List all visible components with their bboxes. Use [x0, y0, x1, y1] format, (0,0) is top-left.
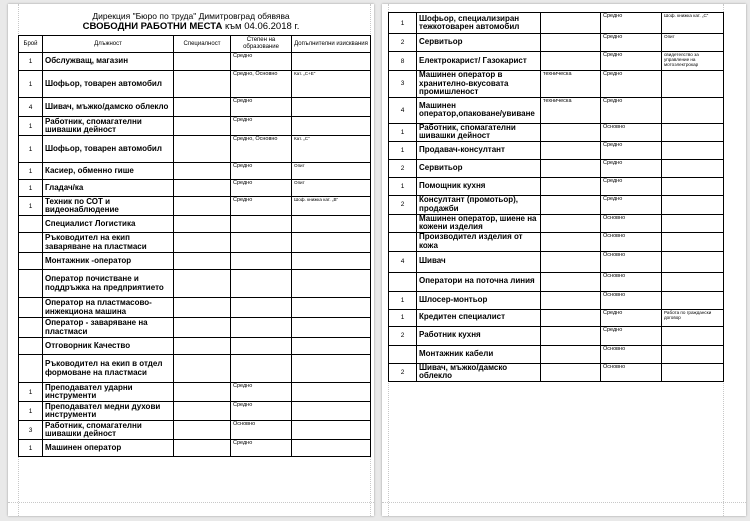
row-requirements-cell: Шоф. книжка кат. „В“	[292, 197, 371, 216]
table-row	[389, 309, 724, 326]
row-education-cell: Основно	[601, 251, 662, 272]
row-specialty-cell	[174, 270, 231, 298]
row-position-cell: Преподавател ударни инструменти	[43, 383, 174, 402]
row-count-cell: 1	[389, 123, 417, 141]
row-count-cell: 4	[389, 97, 417, 123]
row-position-cell: Ръководител на екип в отдел формоване на пластмаси	[43, 355, 174, 383]
row-education-cell: Средно	[601, 34, 662, 52]
row-count-cell	[19, 298, 43, 318]
table-row	[389, 141, 724, 159]
table-row	[19, 117, 371, 136]
row-count-cell	[19, 355, 43, 383]
row-education-cell: Средно	[601, 97, 662, 123]
table-row	[19, 53, 371, 71]
row-specialty-cell	[541, 309, 601, 326]
row-count-cell: 1	[389, 13, 417, 34]
row-specialty-cell	[174, 98, 231, 117]
row-specialty-cell	[541, 363, 601, 381]
row-education-cell: Средно	[231, 440, 292, 457]
table-row	[19, 383, 371, 402]
row-count-cell	[389, 345, 417, 363]
row-count-cell: 1	[19, 163, 43, 180]
row-requirements-cell	[292, 117, 371, 136]
row-requirements-cell	[292, 440, 371, 457]
row-education-cell: Основно	[601, 272, 662, 291]
row-position-cell: Производител изделия от кожа	[417, 232, 541, 251]
row-requirements-cell	[662, 251, 724, 272]
row-count-cell: 1	[19, 117, 43, 136]
row-specialty-cell	[541, 52, 601, 71]
row-education-cell: Средно	[231, 117, 292, 136]
row-specialty-cell	[174, 298, 231, 318]
row-requirements-cell	[662, 97, 724, 123]
table-row	[389, 272, 724, 291]
row-education-cell: Средно	[601, 13, 662, 34]
table-row	[19, 440, 371, 457]
row-position-cell: Работник, спомагателни шивашки дейност	[43, 117, 174, 136]
table-row	[19, 270, 371, 298]
row-education-cell: Средно	[601, 177, 662, 195]
row-requirements-cell: Кат. „С+Е“	[292, 71, 371, 98]
row-count-cell: 1	[19, 71, 43, 98]
row-education-cell	[231, 298, 292, 318]
table-row	[19, 338, 371, 355]
row-requirements-cell	[662, 123, 724, 141]
table-row	[19, 355, 371, 383]
table-row	[389, 195, 724, 214]
row-education-cell: Средно	[231, 53, 292, 71]
row-position-cell: Гладач/ка	[43, 180, 174, 197]
table-body-left	[19, 53, 371, 457]
row-position-cell: Машинен оператор,опаковане/увиване	[417, 97, 541, 123]
row-count-cell: 1	[389, 291, 417, 309]
row-position-cell: Преподавател медни духови инструменти	[43, 402, 174, 421]
row-specialty-cell	[541, 251, 601, 272]
row-count-cell: 3	[389, 71, 417, 98]
row-count-cell: 4	[389, 251, 417, 272]
row-count-cell: 1	[389, 309, 417, 326]
row-specialty-cell	[541, 141, 601, 159]
table-row	[19, 216, 371, 233]
row-count-cell: 2	[389, 326, 417, 345]
table-row	[389, 159, 724, 177]
vacancies-table-left	[18, 35, 371, 457]
row-education-cell	[231, 338, 292, 355]
row-position-cell: Машинен оператор, шиене на кожени изделия	[417, 214, 541, 232]
table-row	[389, 97, 724, 123]
table-row	[389, 291, 724, 309]
row-count-cell: 1	[19, 402, 43, 421]
table-row	[389, 123, 724, 141]
row-position-cell: Оператор на пластмасово-инжекциона машина	[43, 298, 174, 318]
row-count-cell: 1	[19, 180, 43, 197]
row-specialty-cell	[541, 345, 601, 363]
row-count-cell: 4	[19, 98, 43, 117]
row-requirements-cell	[662, 159, 724, 177]
row-education-cell: Средно	[231, 163, 292, 180]
column-header-requirements: Допълнителни изисквания	[292, 36, 371, 53]
table-row	[389, 34, 724, 52]
page-title	[8, 21, 374, 32]
table-row	[19, 180, 371, 197]
row-requirements-cell	[662, 345, 724, 363]
row-requirements-cell	[662, 141, 724, 159]
row-count-cell: 8	[389, 52, 417, 71]
row-education-cell	[231, 318, 292, 338]
row-specialty-cell	[174, 253, 231, 270]
row-requirements-cell: Шоф. книжка кат. „С“	[662, 13, 724, 34]
table-row	[389, 232, 724, 251]
row-position-cell: Шлосер-монтьор	[417, 291, 541, 309]
row-position-cell: Оператор почистване и поддръжка на предприятието	[43, 270, 174, 298]
table-row	[19, 402, 371, 421]
row-requirements-cell	[292, 318, 371, 338]
row-requirements-cell: Кат. „С“	[292, 136, 371, 163]
column-header-education: Степен на образование	[231, 36, 292, 53]
row-education-cell: Основно	[231, 421, 292, 440]
row-position-cell: Ръководител на екип заваряване на пластмаси	[43, 233, 174, 253]
table-body-right	[389, 13, 724, 382]
row-position-cell: Шофьор, специализиран тежкотоварен автомобил	[417, 13, 541, 34]
row-requirements-cell	[292, 383, 371, 402]
row-specialty-cell	[174, 233, 231, 253]
column-header-num: Брой	[19, 36, 43, 53]
table-row	[389, 326, 724, 345]
row-requirements-cell: Опит	[662, 34, 724, 52]
row-position-cell: Монтажник -оператор	[43, 253, 174, 270]
row-specialty-cell	[174, 71, 231, 98]
table-row	[19, 318, 371, 338]
row-education-cell: Основно	[601, 363, 662, 381]
row-education-cell: Средно	[601, 159, 662, 177]
row-specialty-cell	[174, 318, 231, 338]
row-requirements-cell	[662, 177, 724, 195]
row-count-cell: 2	[389, 159, 417, 177]
row-education-cell	[231, 216, 292, 233]
row-position-cell: Шофьор, товарен автомобил	[43, 71, 174, 98]
row-requirements-cell: Работа по граждански договор	[662, 309, 724, 326]
table-header-row	[19, 36, 371, 53]
row-education-cell	[231, 253, 292, 270]
row-education-cell: Основно	[601, 123, 662, 141]
row-requirements-cell	[662, 363, 724, 381]
row-count-cell	[19, 318, 43, 338]
table-row	[389, 345, 724, 363]
row-position-cell: Шивач	[417, 251, 541, 272]
header-line: Дирекция "Бюро по труда" Димитровград обявява	[92, 11, 290, 21]
row-count-cell	[389, 272, 417, 291]
row-education-cell: Основно	[601, 232, 662, 251]
row-position-cell: Сервитьор	[417, 159, 541, 177]
row-education-cell: Средно	[231, 197, 292, 216]
row-requirements-cell	[292, 253, 371, 270]
row-count-cell	[389, 214, 417, 232]
row-requirements-cell	[292, 98, 371, 117]
row-position-cell: Специалист Логистика	[43, 216, 174, 233]
row-requirements-cell	[292, 421, 371, 440]
row-count-cell	[19, 253, 43, 270]
row-position-cell: Кредитен специалист	[417, 309, 541, 326]
table-row	[19, 421, 371, 440]
row-education-cell: Средно, Основно	[231, 71, 292, 98]
row-position-cell: Монтажник кабели	[417, 345, 541, 363]
row-education-cell	[231, 233, 292, 253]
row-education-cell: Основно	[601, 214, 662, 232]
row-requirements-cell	[292, 233, 371, 253]
row-education-cell: Средно	[601, 141, 662, 159]
row-position-cell: Шофьор, товарен автомобил	[43, 136, 174, 163]
row-requirements-cell	[292, 53, 371, 71]
row-specialty-cell: техническа	[541, 97, 601, 123]
row-specialty-cell	[541, 177, 601, 195]
row-specialty-cell	[174, 216, 231, 233]
row-education-cell: Средно	[231, 402, 292, 421]
row-specialty-cell	[541, 214, 601, 232]
row-position-cell: Консултант (промотьор), продажби	[417, 195, 541, 214]
row-specialty-cell	[174, 117, 231, 136]
row-position-cell: Продавач-консултант	[417, 141, 541, 159]
table-row	[19, 253, 371, 270]
row-specialty-cell	[174, 53, 231, 71]
row-position-cell: Шивач, мъжко/дамско облекло	[43, 98, 174, 117]
row-education-cell: Средно	[231, 383, 292, 402]
row-specialty-cell	[174, 163, 231, 180]
row-education-cell	[231, 355, 292, 383]
row-position-cell: Шивач, мъжко/дамско облекло	[417, 363, 541, 381]
row-count-cell: 1	[389, 141, 417, 159]
row-position-cell: Обслужващ, магазин	[43, 53, 174, 71]
row-position-cell: Работник кухня	[417, 326, 541, 345]
row-count-cell	[19, 216, 43, 233]
row-specialty-cell	[541, 291, 601, 309]
row-count-cell	[19, 233, 43, 253]
row-count-cell	[19, 270, 43, 298]
row-requirements-cell	[662, 214, 724, 232]
page-title-date: към 04.06.2018 г.	[222, 21, 300, 32]
row-requirements-cell: Опит	[292, 180, 371, 197]
row-specialty-cell	[541, 159, 601, 177]
row-education-cell: Средно, Основно	[231, 136, 292, 163]
row-position-cell: Електрокарист/ Газокарист	[417, 52, 541, 71]
row-count-cell: 1	[19, 383, 43, 402]
row-requirements-cell	[662, 291, 724, 309]
row-specialty-cell	[174, 136, 231, 163]
row-position-cell: Машинен оператор в хранително-вкусовата промишленост	[417, 71, 541, 98]
table-row	[389, 13, 724, 34]
row-education-cell: Средно	[601, 309, 662, 326]
row-education-cell: Основно	[601, 291, 662, 309]
row-education-cell: Средно	[601, 326, 662, 345]
row-requirements-cell	[292, 402, 371, 421]
row-position-cell: Оператор - заваряване на пластмаси	[43, 318, 174, 338]
row-position-cell: Сервитьор	[417, 34, 541, 52]
row-count-cell: 1	[389, 177, 417, 195]
row-requirements-cell	[662, 232, 724, 251]
row-count-cell: 1	[19, 53, 43, 71]
row-specialty-cell	[174, 383, 231, 402]
table-row	[389, 71, 724, 98]
row-specialty-cell	[174, 421, 231, 440]
row-position-cell: Оператори на поточна линия	[417, 272, 541, 291]
page-title-bold: СВОБОДНИ РАБОТНИ МЕСТА	[82, 21, 223, 32]
table-row	[19, 136, 371, 163]
row-specialty-cell	[541, 232, 601, 251]
row-specialty-cell	[541, 34, 601, 52]
row-education-cell: Средно	[601, 71, 662, 98]
table-row	[19, 298, 371, 318]
vacancies-table-right	[388, 12, 724, 382]
row-specialty-cell	[174, 197, 231, 216]
row-requirements-cell	[292, 298, 371, 318]
row-requirements-cell: Опит	[292, 163, 371, 180]
table-row	[19, 197, 371, 216]
row-education-cell: Средно	[601, 195, 662, 214]
row-education-cell: Средно	[231, 180, 292, 197]
row-count-cell: 2	[389, 195, 417, 214]
row-specialty-cell	[174, 402, 231, 421]
document-page-right	[382, 4, 746, 516]
table-row	[19, 71, 371, 98]
table-row	[19, 163, 371, 180]
row-specialty-cell	[541, 13, 601, 34]
row-specialty-cell	[541, 123, 601, 141]
row-specialty-cell	[174, 338, 231, 355]
row-education-cell: Средно	[231, 98, 292, 117]
row-position-cell: Работник, спомагателни шивашки дейност	[417, 123, 541, 141]
row-requirements-cell: свидетелство за управление на мотоэлектрокар	[662, 52, 724, 71]
table-row	[389, 363, 724, 381]
page-guide-line	[8, 502, 374, 503]
row-requirements-cell	[662, 71, 724, 98]
row-count-cell: 3	[19, 421, 43, 440]
page-guide-line	[382, 502, 746, 503]
row-count-cell: 1	[19, 440, 43, 457]
row-education-cell: Средно	[601, 52, 662, 71]
column-header-specialty: Специалност	[174, 36, 231, 53]
row-specialty-cell	[541, 272, 601, 291]
row-specialty-cell	[541, 326, 601, 345]
row-requirements-cell	[662, 326, 724, 345]
table-row	[389, 177, 724, 195]
row-position-cell: Отговорник Качество	[43, 338, 174, 355]
row-position-cell: Машинен оператор	[43, 440, 174, 457]
row-position-cell: Помощник кухня	[417, 177, 541, 195]
row-position-cell: Работник, спомагателни шивашки дейност	[43, 421, 174, 440]
row-specialty-cell	[174, 355, 231, 383]
row-position-cell: Касиер, обменно гише	[43, 163, 174, 180]
row-specialty-cell	[174, 440, 231, 457]
row-count-cell: 1	[19, 197, 43, 216]
table-row	[389, 251, 724, 272]
row-count-cell	[389, 232, 417, 251]
table-row	[19, 233, 371, 253]
row-specialty-cell	[541, 195, 601, 214]
column-header-position: Длъжност	[43, 36, 174, 53]
row-count-cell	[19, 338, 43, 355]
row-education-cell	[231, 270, 292, 298]
table-row	[389, 214, 724, 232]
row-position-cell: Техник по СОТ и видеонаблюдение	[43, 197, 174, 216]
row-count-cell: 1	[19, 136, 43, 163]
row-requirements-cell	[662, 272, 724, 291]
table-row	[389, 52, 724, 71]
row-specialty-cell: техническа	[541, 71, 601, 98]
row-count-cell: 2	[389, 363, 417, 381]
table-row	[19, 98, 371, 117]
document-page-left	[8, 4, 374, 516]
row-specialty-cell	[174, 180, 231, 197]
row-requirements-cell	[292, 216, 371, 233]
row-requirements-cell	[292, 270, 371, 298]
row-requirements-cell	[662, 195, 724, 214]
row-count-cell: 2	[389, 34, 417, 52]
row-education-cell: Основно	[601, 345, 662, 363]
row-requirements-cell	[292, 338, 371, 355]
row-requirements-cell	[292, 355, 371, 383]
